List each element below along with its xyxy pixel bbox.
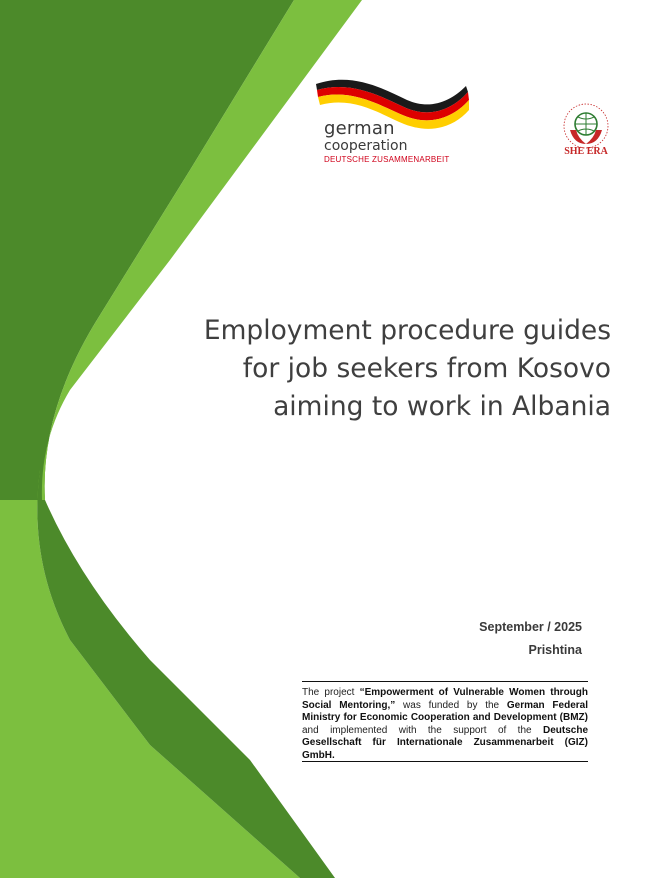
title-line-1: Employment procedure guides (203, 315, 611, 346)
logo-line-german: german (324, 118, 395, 139)
note-text-1: The project (302, 687, 360, 698)
publication-place: Prishtina (528, 643, 582, 657)
document-title (141, 312, 611, 426)
note-top-rule (302, 681, 588, 682)
german-cooperation-logo (324, 120, 450, 164)
note-ministry: German Federal Ministry for Economic Cooperation and Development (BMZ) (302, 699, 588, 723)
logo-line-cooperation: cooperation (324, 138, 408, 154)
publication-date: September / 2025 (479, 620, 582, 634)
note-text-2: was funded by the (395, 699, 507, 711)
funding-note (302, 687, 588, 762)
logo-line-deutsche: DEUTSCHE ZUSAMMENARBEIT (324, 155, 450, 164)
note-text-3: and implemented with the support of the (302, 724, 543, 736)
title-line-3: aiming to work in Albania (273, 391, 611, 422)
note-bottom-rule (302, 761, 588, 762)
she-era-logo-text: SHE ERA (564, 146, 608, 157)
title-line-2: for job seekers from Kosovo (242, 353, 611, 384)
note-project-name: “Empowerment of Vulnerable Women through Social Mentoring,” (302, 687, 589, 711)
note-giz: Deutsche Gesellschaft für Internationale Zusammenarbeit (GIZ) GmbH. (302, 724, 588, 761)
